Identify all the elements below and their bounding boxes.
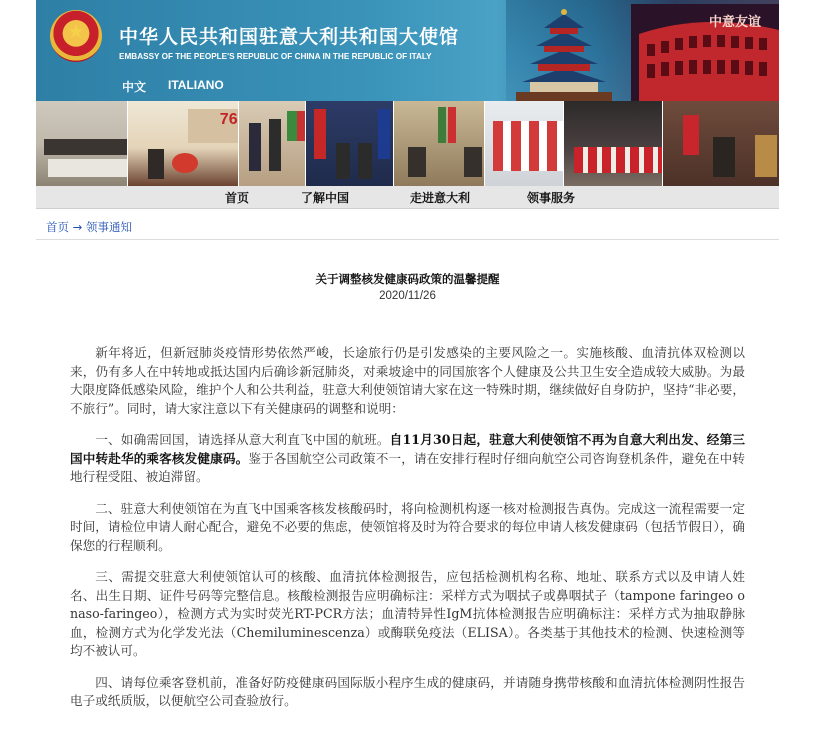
paragraph-1-start: 一、如确需回国，请选择从意大利直飞中国的航班。 <box>95 432 390 447</box>
language-chinese-link[interactable]: 中文 <box>122 80 147 94</box>
photo-donation-ceremony[interactable] <box>485 101 565 186</box>
photo-meeting-flags[interactable] <box>306 101 394 186</box>
photo-exhibition-76[interactable]: 76 <box>128 101 239 186</box>
photo-conference[interactable] <box>36 101 128 186</box>
nav-about-italy[interactable]: 走进意大利 <box>410 191 471 205</box>
article-date: 2020/11/26 <box>379 290 436 302</box>
colosseum-image <box>631 4 779 101</box>
breadcrumb-divider <box>36 239 779 240</box>
photo-medical-team[interactable] <box>564 101 663 186</box>
nav-consular-services[interactable]: 领事服务 <box>527 191 576 205</box>
site-title-english: EMBASSY OF THE PEOPLE'S REPUBLIC OF CHINA IN THE REPUBLIC OF ITALY <box>119 52 432 61</box>
nav-home[interactable]: 首页 <box>225 191 250 205</box>
site-header <box>36 0 779 101</box>
photo-diplomats-flags[interactable] <box>239 101 306 186</box>
article-paragraph-2: 二、驻意大利使领馆在为直飞中国乘客核发核酸码时，将向检测机构逐一核对检测报告真伪。完成这一流程需要一定时间，请检位申请人耐心配合，避免不必要的焦虑，使领馆将及时为符合要求的每位申请人核发健康码（包括节假日），确保您的行程顺利。 <box>70 500 745 553</box>
main-nav <box>36 186 779 209</box>
temple-of-heaven-image <box>516 4 612 101</box>
breadcrumb-current-link[interactable]: 领事通知 <box>85 220 132 234</box>
article-title: 关于调整核发健康码政策的温馨提醒 <box>315 272 500 286</box>
colosseum-banner-text: 中意友谊 <box>709 15 762 30</box>
site-title-chinese[interactable]: 中华人民共和国驻意大利共和国大使馆 <box>119 26 460 48</box>
photo-strip <box>36 101 779 186</box>
article-paragraph-intro: 新年将近，但新冠肺炎疫情形势依然严峻，长途旅行仍是引发感染的主要风险之一。实施核酸、血清抗体双检测以来，仍有多人在中转地或抵达国内后确诊新冠肺炎，对乘坡途中的同国旅客个人健康及公共卫生安全造成较大威胁。为最大限度降低感染风险，维护个人和公共利益，驻意大利使领馆请大家在这一特殊时期，继续做好自身防护，坚持“非必要，不旅行”。同时，请大家注意以下有关健康码的调整和说明： <box>70 345 745 416</box>
article-paragraph-4: 四、请每位乘客登机前，准备好防疫健康码国际版小程序生成的健康码，并请随身携带核酸和血清抗体检测阴性报告电子或纸质版，以便航空公司查验放行。 <box>70 674 745 708</box>
article-paragraph-1 <box>70 431 745 487</box>
article-body <box>70 344 745 724</box>
breadcrumb <box>46 219 132 235</box>
photo-interview[interactable] <box>663 101 779 186</box>
breadcrumb-separator: → <box>72 220 83 234</box>
article-paragraph-3: 三、需提交驻意大利使领馆认可的核酸、血清抗体检测报告，应包括检测机构名称、地址、联系方式以及申请人姓名、出生日期、证件号码等完整信息。核酸检测报告应明确标注：采样方式为咽拭子或鼻咽拭子（tampone faringeo o naso-faringeo），检测方式为实时荧光RT-PCR方法；血清特异性IgM抗体检测报告应明确标注：采样方式为抽取静脉血，检测方式为化学发光法（Chemiluminescenza）或酶联免疫法（ELISA）。各类基于其他技术的检测、快速检测等均不被认可。 <box>70 569 745 658</box>
nav-about-china[interactable]: 了解中国 <box>301 191 350 205</box>
page <box>36 0 779 738</box>
photo-office-meeting[interactable] <box>394 101 484 186</box>
national-emblem-icon[interactable]: ★ <box>50 10 102 62</box>
language-italian-link[interactable]: ITALIANO <box>168 78 224 92</box>
paragraph-1-bold: 自11月30日起，驻意大利使领馆不再为自意大利出发、经第三国中转赴华的乘客核发健康码。 <box>70 432 745 466</box>
paragraph-1-end: 鉴于各国航空公司政策不一，请在安排行程时仔细向航空公司咨询登机条件，避免在中转地行程受阻、被迫滞留。 <box>70 450 746 484</box>
breadcrumb-home-link[interactable]: 首页 <box>46 220 69 234</box>
